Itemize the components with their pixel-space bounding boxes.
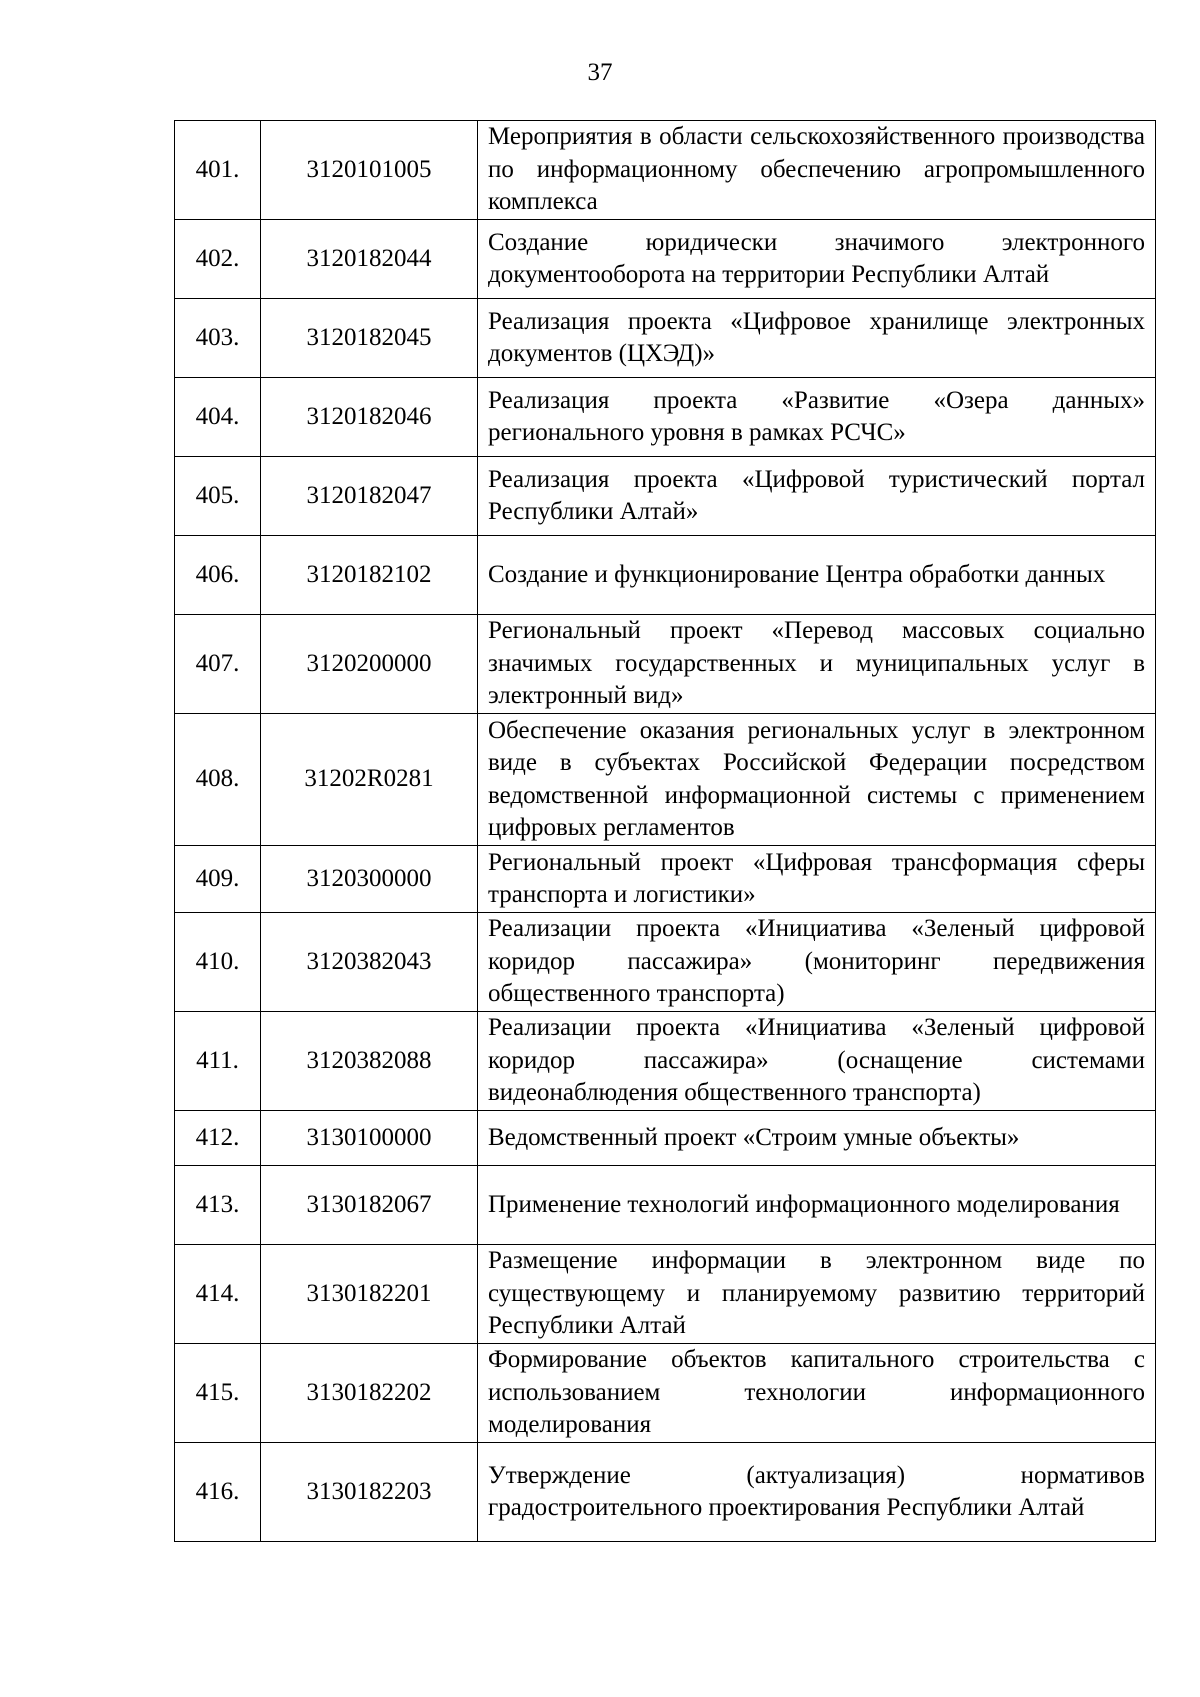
table-row — [175, 1443, 1156, 1542]
table-row — [175, 121, 1156, 220]
code-cell: 3120300000 — [261, 846, 478, 913]
row-number-cell: 408. — [175, 714, 261, 846]
code-cell: 3130182202 — [261, 1344, 478, 1443]
row-number-cell: 412. — [175, 1111, 261, 1166]
description-cell: Реализации проекта «Инициатива «Зеленый цифровой коридор пассажира» (мониторинг передвижения общественного транспорта) — [478, 913, 1156, 1012]
budget-codes-table — [174, 120, 1156, 1542]
row-number-cell: 416. — [175, 1443, 261, 1542]
table-row — [175, 1012, 1156, 1111]
table-row — [175, 714, 1156, 846]
table-row — [175, 1111, 1156, 1166]
description-cell: Реализации проекта «Инициатива «Зеленый цифровой коридор пассажира» (оснащение системами видеонаблюдения общественного транспорта) — [478, 1012, 1156, 1111]
code-cell: 3120182047 — [261, 457, 478, 536]
code-cell: 3120200000 — [261, 615, 478, 714]
description-cell: Утверждение (актуализация) нормативов градостроительного проектирования Республики Алтай — [478, 1443, 1156, 1542]
row-number-cell: 407. — [175, 615, 261, 714]
code-cell: 3120182044 — [261, 220, 478, 299]
row-number-cell: 414. — [175, 1245, 261, 1344]
code-cell: 3120182102 — [261, 536, 478, 615]
description-cell: Формирование объектов капитального строительства с использованием технологии информационного моделирования — [478, 1344, 1156, 1443]
code-cell: 3130100000 — [261, 1111, 478, 1166]
table-row — [175, 1245, 1156, 1344]
row-number-cell: 410. — [175, 913, 261, 1012]
code-cell: 3130182203 — [261, 1443, 478, 1542]
code-cell: 3130182067 — [261, 1166, 478, 1245]
row-number-cell: 406. — [175, 536, 261, 615]
description-cell: Региональный проект «Цифровая трансформация сферы транспорта и логистики» — [478, 846, 1156, 913]
page-number: 37 — [587, 59, 613, 86]
table-row — [175, 378, 1156, 457]
code-cell: 3120382043 — [261, 913, 478, 1012]
table-row — [175, 913, 1156, 1012]
row-number-cell: 415. — [175, 1344, 261, 1443]
table-row — [175, 615, 1156, 714]
table-row — [175, 1166, 1156, 1245]
description-cell: Реализация проекта «Развитие «Озера данных» регионального уровня в рамках РСЧС» — [478, 378, 1156, 457]
description-cell: Реализация проекта «Цифровой туристический портал Республики Алтай» — [478, 457, 1156, 536]
description-cell: Обеспечение оказания региональных услуг в электронном виде в субъектах Российской Федерации посредством ведомственной информационной системы с применением цифровых регламентов — [478, 714, 1156, 846]
table-row — [175, 1344, 1156, 1443]
code-cell: 3130182201 — [261, 1245, 478, 1344]
code-cell: 3120182046 — [261, 378, 478, 457]
row-number-cell: 403. — [175, 299, 261, 378]
row-number-cell: 413. — [175, 1166, 261, 1245]
table-row — [175, 536, 1156, 615]
description-cell: Реализация проекта «Цифровое хранилище электронных документов (ЦХЭД)» — [478, 299, 1156, 378]
description-cell: Создание и функционирование Центра обработки данных — [478, 536, 1156, 615]
table-row — [175, 220, 1156, 299]
row-number-cell: 405. — [175, 457, 261, 536]
row-number-cell: 411. — [175, 1012, 261, 1111]
table-row — [175, 846, 1156, 913]
code-cell: 3120101005 — [261, 121, 478, 220]
code-cell: 3120382088 — [261, 1012, 478, 1111]
code-cell: 31202R0281 — [261, 714, 478, 846]
description-cell: Размещение информации в электронном виде по существующему и планируемому развитию территорий Республики Алтай — [478, 1245, 1156, 1344]
description-cell: Создание юридически значимого электронного документооборота на территории Республики Алтай — [478, 220, 1156, 299]
description-cell: Мероприятия в области сельскохозяйственного производства по информационному обеспечению агропромышленного комплекса — [478, 121, 1156, 220]
row-number-cell: 401. — [175, 121, 261, 220]
description-cell: Применение технологий информационного моделирования — [478, 1166, 1156, 1245]
row-number-cell: 402. — [175, 220, 261, 299]
row-number-cell: 409. — [175, 846, 261, 913]
description-cell: Ведомственный проект «Строим умные объекты» — [478, 1111, 1156, 1166]
code-cell: 3120182045 — [261, 299, 478, 378]
table-row — [175, 457, 1156, 536]
row-number-cell: 404. — [175, 378, 261, 457]
description-cell: Региональный проект «Перевод массовых социально значимых государственных и муниципальных услуг в электронный вид» — [478, 615, 1156, 714]
table-row — [175, 299, 1156, 378]
